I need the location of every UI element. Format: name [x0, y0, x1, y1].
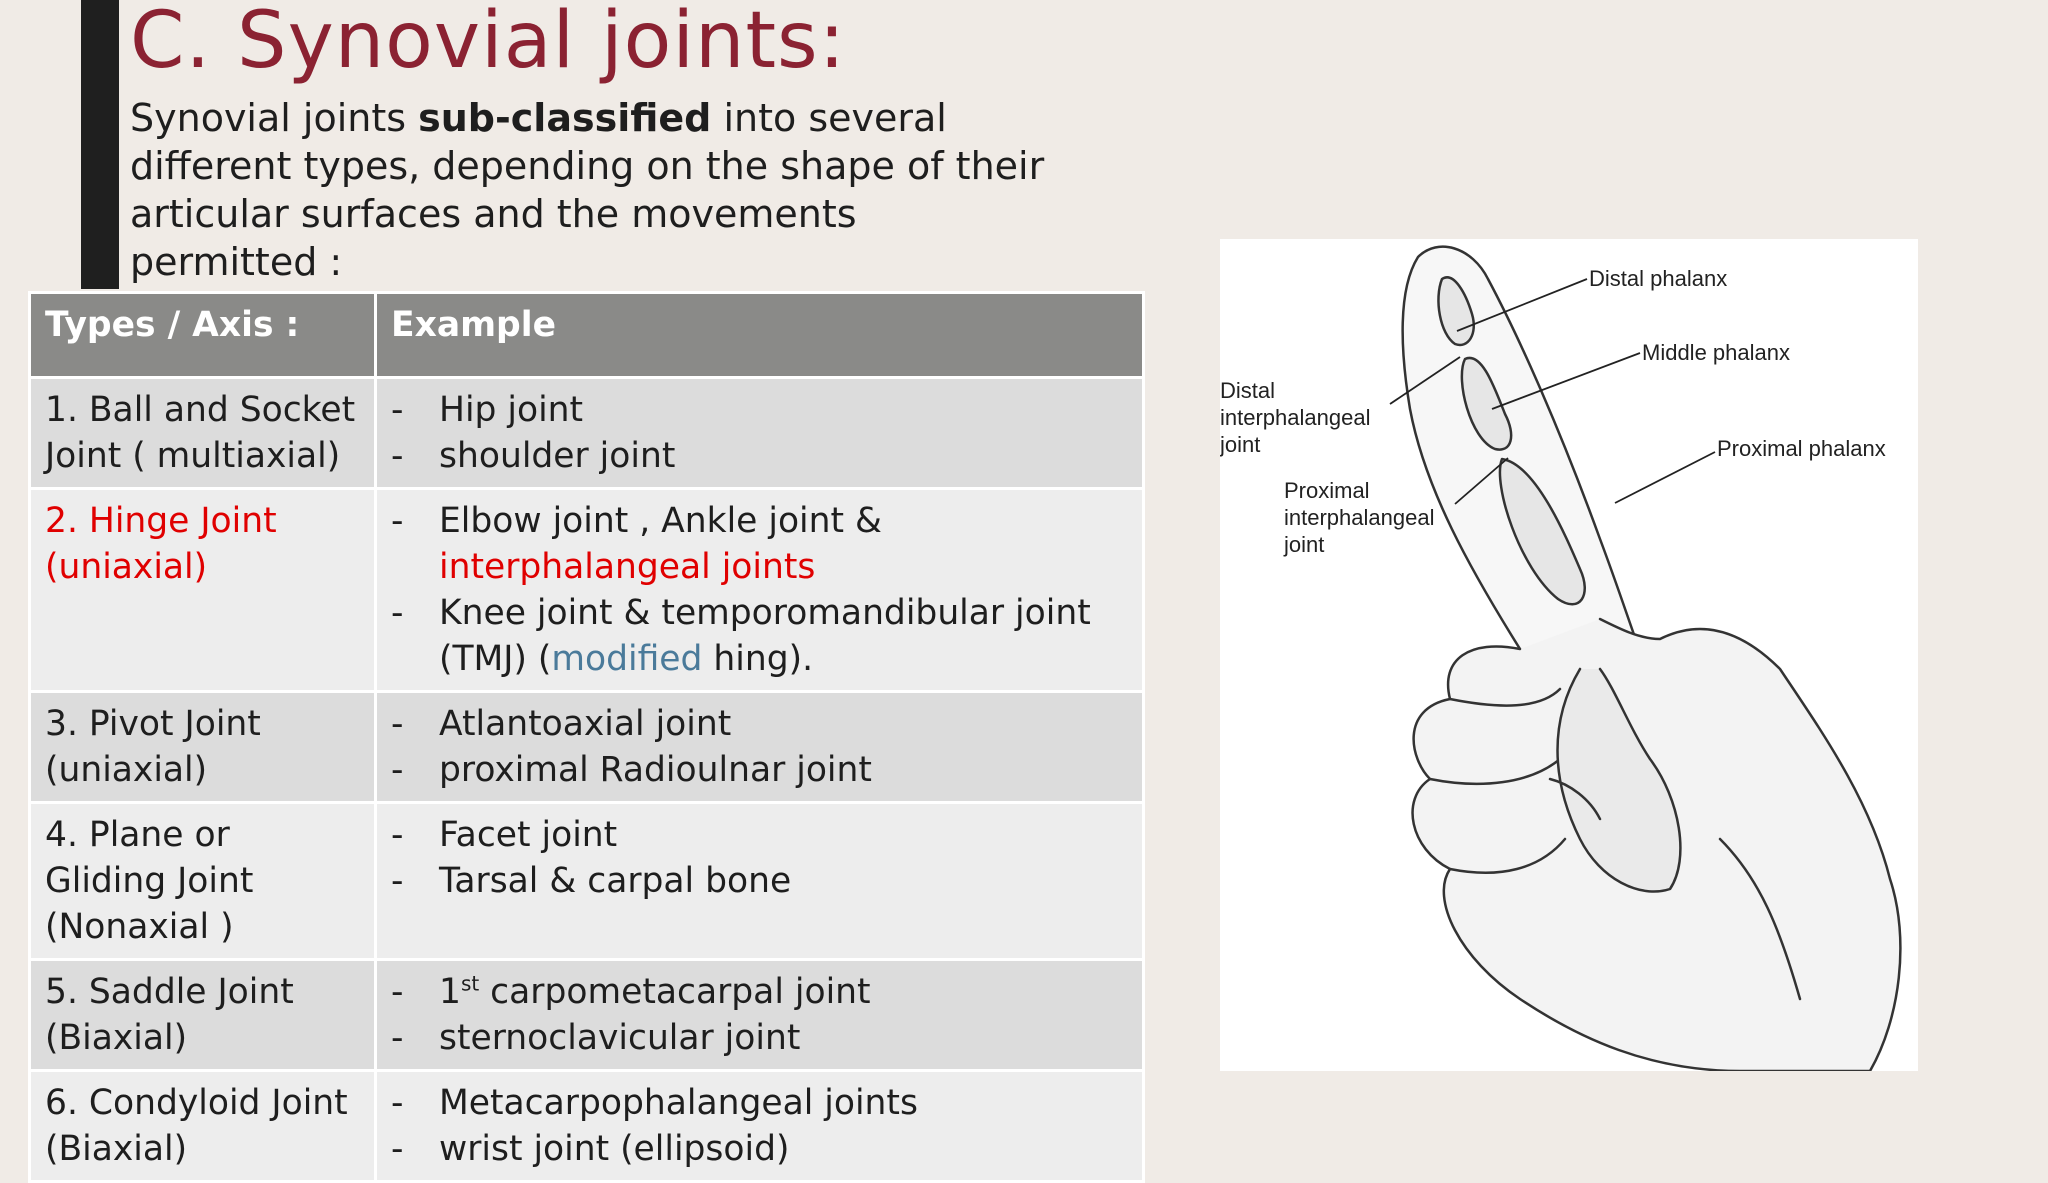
label-middle-phalanx: Middle phalanx: [1642, 340, 1790, 365]
label-dip-joint-line-1: Distal: [1220, 378, 1276, 403]
example-list: [391, 1080, 1128, 1172]
example-text: Atlantoaxial joint: [439, 704, 732, 744]
example-text: Hip joint: [439, 390, 584, 430]
joint-example-cell: [376, 489, 1144, 692]
example-text: interphalangeal joints: [439, 547, 816, 587]
joint-example-cell: [376, 960, 1144, 1071]
table-row: [30, 692, 1144, 803]
intro-bold-text: sub-classified: [418, 96, 712, 140]
label-dip-joint-line-2: interphalangeal: [1220, 405, 1371, 430]
joint-example-cell: [376, 378, 1144, 489]
example-text: Elbow joint , Ankle joint &: [439, 501, 882, 541]
table-row: [30, 1071, 1144, 1182]
synovial-joints-table: [28, 291, 1145, 1183]
joint-type-cell: 2. Hinge Joint (uniaxial): [30, 489, 376, 692]
example-text: wrist joint (ellipsoid): [439, 1129, 790, 1169]
label-pip-joint-line-3: joint: [1284, 532, 1325, 557]
list-dash: -: [391, 501, 404, 541]
example-text: sternoclavicular joint: [439, 1018, 801, 1058]
example-item: [391, 498, 1128, 590]
joint-type-cell: 1. Ball and Socket Joint ( multiaxial): [30, 378, 376, 489]
list-dash: -: [391, 1018, 404, 1058]
example-list: [391, 701, 1128, 793]
table-row: [30, 803, 1144, 960]
joint-type-cell: 3. Pivot Joint (uniaxial): [30, 692, 376, 803]
list-dash: -: [391, 1083, 404, 1123]
example-list: [391, 969, 1128, 1061]
list-dash: -: [391, 704, 404, 744]
example-item: [391, 812, 1128, 858]
hand-drawing: [1403, 247, 1901, 1071]
joint-example-cell: [376, 1071, 1144, 1182]
decorative-side-bar: [81, 0, 119, 289]
example-text: Tarsal & carpal bone: [439, 861, 792, 901]
joint-type-cell: 6. Condyloid Joint (Biaxial): [30, 1071, 376, 1182]
list-dash: -: [391, 750, 404, 790]
example-text: hing).: [702, 639, 814, 679]
example-text: proximal Radioulnar joint: [439, 750, 872, 790]
table-header-row: [30, 293, 1144, 378]
list-dash: -: [391, 815, 404, 855]
header-example: Example: [376, 293, 1144, 378]
joint-type-cell: 5. Saddle Joint (Biaxial): [30, 960, 376, 1071]
intro-paragraph: [130, 94, 1050, 286]
finger-anatomy-figure: [1220, 239, 1918, 1071]
list-dash: -: [391, 593, 404, 633]
example-text: Facet joint: [439, 815, 618, 855]
label-dip-joint-line-3: joint: [1220, 432, 1261, 457]
example-item: [391, 1015, 1128, 1061]
list-dash: -: [391, 390, 404, 430]
list-dash: -: [391, 436, 404, 476]
intro-text-1: Synovial joints: [130, 96, 419, 140]
example-list: [391, 387, 1128, 479]
label-distal-phalanx: Distal phalanx: [1589, 266, 1728, 291]
table-row: [30, 489, 1144, 692]
example-item: [391, 1080, 1128, 1126]
example-text: 1: [439, 972, 461, 1012]
joint-type-cell: 4. Plane or Gliding Joint (Nonaxial ): [30, 803, 376, 960]
example-list: [391, 498, 1128, 682]
example-list: [391, 812, 1128, 904]
header-types-axis: Types / Axis :: [30, 293, 376, 378]
example-item: [391, 433, 1128, 479]
example-item: [391, 969, 1128, 1015]
example-item: [391, 1126, 1128, 1172]
example-text: modified: [551, 639, 703, 679]
leader-proximal-phalanx: [1615, 452, 1715, 503]
list-dash: -: [391, 861, 404, 901]
joint-example-cell: [376, 803, 1144, 960]
label-pip-joint-line-2: interphalangeal: [1284, 505, 1435, 530]
table-row: [30, 378, 1144, 489]
table-row: [30, 960, 1144, 1071]
finger-illustration: [1220, 239, 1918, 1071]
example-text: st: [460, 971, 480, 996]
slide-title: C. Synovial joints:: [130, 0, 846, 86]
example-text: shoulder joint: [439, 436, 676, 476]
list-dash: -: [391, 972, 404, 1012]
joint-example-cell: [376, 692, 1144, 803]
table-body: [30, 378, 1144, 1182]
label-proximal-phalanx: Proximal phalanx: [1717, 436, 1886, 461]
example-item: [391, 387, 1128, 433]
example-text: carpometacarpal joint: [479, 972, 871, 1012]
example-item: [391, 590, 1128, 682]
intro-text-2: into several different types, depending on the shape of their articular surfaces and the movements permitted :: [130, 96, 1045, 284]
example-text: Knee joint & temporomandibular joint (TMJ) (: [439, 593, 1091, 679]
example-item: [391, 858, 1128, 904]
example-text: Metacarpophalangeal joints: [439, 1083, 918, 1123]
label-pip-joint-line-1: Proximal: [1284, 478, 1370, 503]
example-item: [391, 747, 1128, 793]
list-dash: -: [391, 1129, 404, 1169]
example-item: [391, 701, 1128, 747]
